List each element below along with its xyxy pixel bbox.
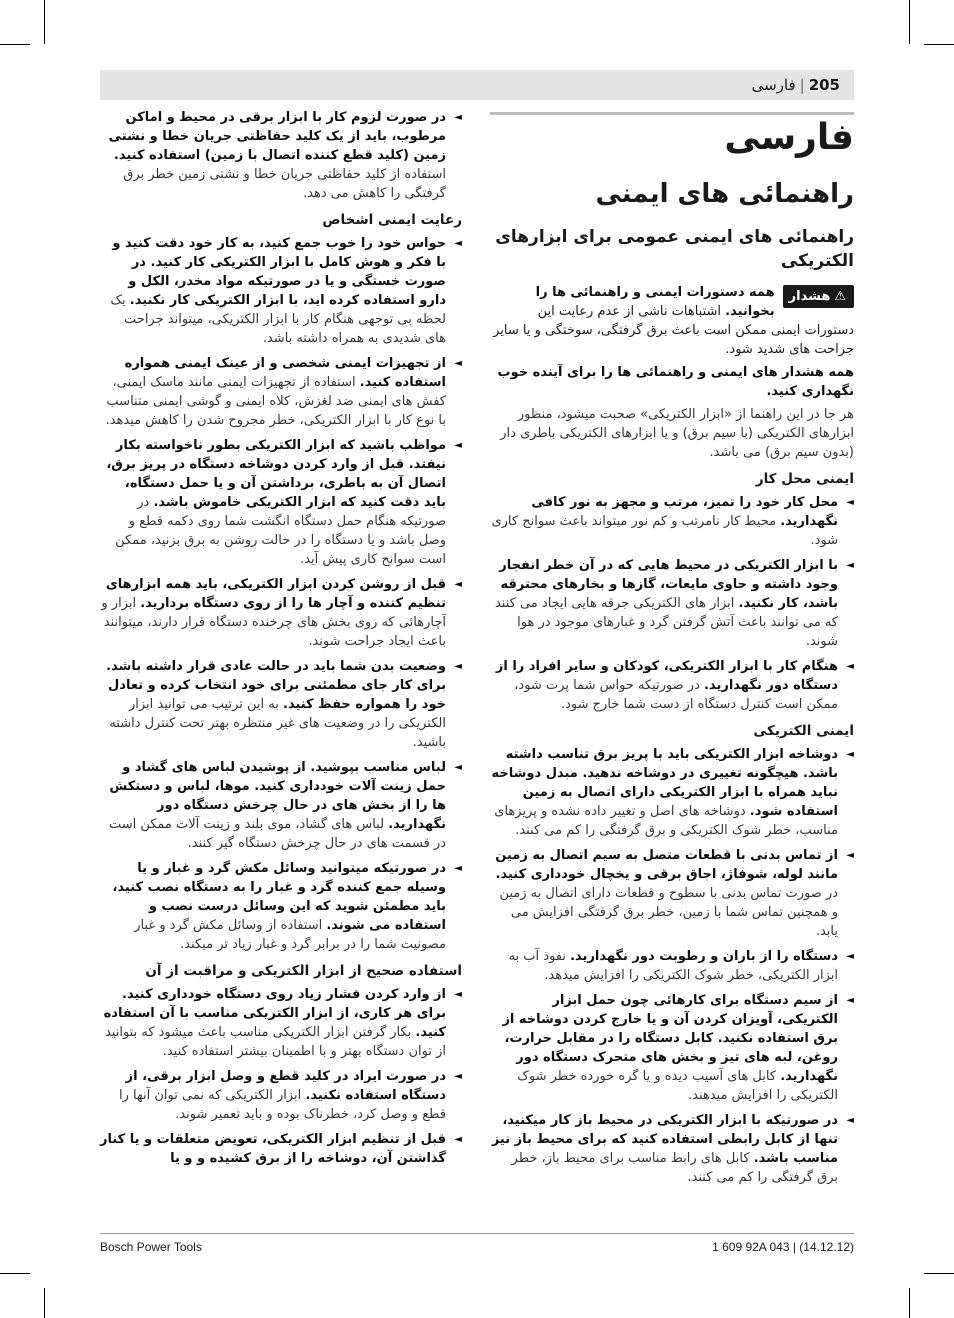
item-text: در صورت تماس بدنی با سطوح و قطعات دارای اتصال به زمین و همچنین تماس شما با زمین، خطر برق گرفتگی افزایش می یابد. bbox=[499, 886, 838, 939]
item-bold: حواس خود را خوب جمع کنید، به کار خود دقت کنید و با فکر و هوش کامل با ابزار الکتریکی کار کنید. در صورت خستگی و یا در صورتیکه مواد مخدر، الکل و دارو استفاده کرده اید، با ابزار الکتریکی کار نکنید. bbox=[112, 236, 446, 308]
item-text: کابل های آسیب دیده و یا گره خورده خطر شوک الکتریکی را افزایش میدهند. bbox=[517, 1069, 838, 1103]
list-item bbox=[490, 1111, 854, 1187]
personal-safety-heading: رعایت ایمنی اشخاص bbox=[322, 212, 462, 228]
left-column bbox=[100, 108, 462, 1174]
list-item bbox=[100, 1130, 462, 1168]
electrical-list bbox=[490, 745, 854, 1187]
crop-mark bbox=[44, 1288, 45, 1318]
item-bold: از تجهیزات ایمنی شخصی و از عینک ایمنی همواره استفاده کنید. bbox=[124, 356, 446, 390]
item-bold: وضعیت بدن شما باید در حالت عادی قرار داشته باشد. برای کار جای مطمئنی برای خود انتخاب کرده و تعادل خود را همواره حفظ کنید. bbox=[106, 659, 446, 712]
crop-mark bbox=[924, 44, 954, 45]
item-text: یک لحظه بی توجهی هنگام کار با ابزار الکتریکی، میتواند جراحت های شدیدی به همراه داشته باشد. bbox=[110, 293, 446, 346]
power-tool-definition: هر جا در این راهنما از «ابزار الکتریکی» صحبت میشود، منظور ابزارهای الکتریکی (با سیم برق) و یا ابزارهای الکتریکی باطری دار (بدون سیم برق) می باشد. bbox=[500, 407, 854, 460]
item-bold: محل کار خود را تمیز، مرتب و مجهز به نور کافی نگهدارید. bbox=[531, 495, 838, 529]
item-bold: قبل از تنظیم ابزار الکتریکی، تعویض متعلقات و یا کنار گذاشتن آن، دوشاخه را از برق کشیده و و یا bbox=[100, 1132, 446, 1166]
item-bold: قبل از روشن کردن ابزار الکتریکی، باید همه ابزارهای تنظیم کننده و آچار ها را از روی دستگاه بردارید. bbox=[105, 577, 446, 611]
item-text: استفاده از وسائل مکش گرد و غبار مصونیت شما را در برابر گرد و غبار زیاد تر میکند. bbox=[134, 918, 446, 952]
general-safety-heading: راهنمائی های ایمنی عمومی برای ابزارهای الکتریکی bbox=[495, 227, 854, 271]
language-title: فارسی bbox=[724, 117, 854, 158]
footer-doc-number: 1 609 92A 043 | (14.12.12) bbox=[712, 1240, 854, 1254]
item-text: ابزار الکتریکی که نمی توان آنها را قطع و وصل کرد، خطرناک بوده و باید تعمیر شوند. bbox=[119, 1088, 446, 1122]
item-text: لباس های گشاد، موی بلند و زینت آلات ممکن است در قسمت های در حال چرخش دستگاه گیر کنند. bbox=[108, 817, 446, 851]
warning-bold: همه دستورات ایمنی و راهنمائی ها را بخوانید. bbox=[535, 285, 775, 319]
item-bold: دستگاه را از باران و رطوبت دور نگهدارید. bbox=[570, 949, 838, 964]
item-bold: در صورت ایراد در کلید قطع و وصل ابزار برقی، از دستگاه استفاده نکنید. bbox=[125, 1069, 446, 1103]
crop-mark bbox=[909, 0, 910, 44]
item-text: استفاده از کلید حفاظتی جریان خطا و نشتی زمین خطر برق گرفتگی را کاهش می دهد. bbox=[123, 167, 446, 201]
item-text: بکار گرفتن ابزار الکتریکی مناسب باعث میشود که بتوانید از توان دستگاه بهتر و با اطمینان بیشتر استفاده کنید. bbox=[104, 1025, 446, 1059]
list-item bbox=[490, 846, 854, 941]
page-number: 205 bbox=[808, 76, 840, 94]
crop-mark bbox=[0, 1273, 30, 1274]
crop-mark bbox=[0, 44, 30, 45]
list-item bbox=[490, 657, 854, 714]
item-text: استفاده از تجهیزات ایمنی مانند ماسک ایمنی، کفش های ایمنی ضد لغزش، کلاه ایمنی و گوشی ایمنی متناسب با نوع کار با ابزار الکتریکی، خطر مجروح شدن را کاهش میدهد. bbox=[105, 375, 446, 428]
warning-block bbox=[490, 283, 854, 359]
header-language: فارسی bbox=[751, 76, 796, 94]
item-text: ابزار و آچارهائی که روی بخش های چرخنده دستگاه قرار دارند، میتوانند باعث ایجاد جراحت شوند. bbox=[101, 596, 446, 649]
item-text: به این ترتیب می توانید ابزار الکتریکی را در وضعیت های غیر منتظره بهتر تحت کنترل داشته باشید. bbox=[109, 697, 446, 750]
right-column bbox=[490, 112, 854, 1193]
list-item bbox=[490, 991, 854, 1105]
footer-rule bbox=[100, 1233, 854, 1234]
list-item bbox=[490, 493, 854, 550]
item-bold: از وارد کردن فشار زیاد روی دستگاه خودداری کنید. برای هر کاری، از ابزار الکتریکی مناسب با آن استفاده کنید. bbox=[103, 987, 446, 1040]
item-text: دوشاخه های اصل و تغییر داده نشده و پریزهای مناسب، خطر شوک الکتریکی و برق گرفتگی را کم می کنند. bbox=[494, 804, 838, 838]
warning-triangle-icon: ⚠ bbox=[834, 289, 846, 304]
item-bold: در صورتیکه با ابزار الکتریکی در محیط باز کار میکنید، تنها از کابل رابطی استفاده کنید که برای محیط باز نیز مناسب باشد. bbox=[491, 1113, 838, 1166]
item-bold: هنگام کار با ابزار الکتریکی، کودکان و سایر افراد را از دستگاه دور نگهدارید. bbox=[495, 659, 838, 693]
header-separator: | bbox=[799, 76, 805, 94]
keep-bold: همه هشدار های ایمنی و راهنمائی ها را برای آینده خوب نگهداری کنید. bbox=[497, 365, 854, 399]
item-bold: مواظب باشید که ابزار الکتریکی بطور ناخواسته بکار نیفتد. قبل از وارد کردن دوشاخه دستگاه در پریز برق، اتصال آن به باطری، برداشتن آن و یا حمل دستگاه، باید دقت کنید که ابزار الکتریکی خاموش باشد. bbox=[106, 438, 446, 510]
header-text bbox=[752, 70, 840, 100]
crop-mark bbox=[909, 1288, 910, 1318]
warning-text: اشتباهات ناشی از عدم رعایت این دستورات ایمنی ممکن است باعث برق گرفتگی، سوختگی و یا سایر جراحت های شدید شود. bbox=[493, 304, 854, 357]
page-header bbox=[100, 70, 854, 100]
item-text: ابزار های الکتریکی جرقه هایی ایجاد می کنند که می توانند باعث آتش گرفتن گرد و غبارهای موجود در هوا شوند. bbox=[494, 596, 838, 649]
tool-use-heading: استفاده صحیح از ابزار الکتریکی و مراقبت از آن bbox=[145, 963, 462, 979]
keep-instructions bbox=[490, 363, 854, 401]
list-item bbox=[100, 354, 462, 430]
work-area-list bbox=[490, 493, 854, 714]
list-item bbox=[100, 108, 462, 203]
list-item bbox=[100, 436, 462, 569]
list-item bbox=[100, 657, 462, 752]
item-text: در صورتیکه حواس شما پرت شود، ممکن است کنترل دستگاه از دست شما خارج شود. bbox=[514, 678, 838, 712]
item-bold: لباس مناسب بپوشید. از پوشیدن لباس های گشاد و حمل زینت آلات خودداری کنید. موها، لباس و دستکش ها را از بخش های در حال چرخش دستگاه دور نگهدارید. bbox=[109, 760, 446, 832]
crop-mark bbox=[44, 0, 45, 44]
safety-heading: راهنمائی های ایمنی bbox=[595, 179, 854, 209]
item-text: کابل های رابط مناسب برای محیط باز، خطر برق گرفتگی را کم می کنند. bbox=[511, 1151, 838, 1185]
item-text: نفوذ آب به ابزار الکتریکی، خطر شوک الکتریکی را افزایش میدهد. bbox=[508, 949, 838, 983]
ground-fault-list bbox=[100, 108, 462, 203]
item-bold: با ابزار الکتریکی در محیط هایی که در آن خطر انفجار وجود داشته و حاوی مایعات، گازها و بخارهای محترقه باشد، کار نکنید. bbox=[499, 558, 838, 611]
list-item bbox=[490, 556, 854, 651]
list-item bbox=[100, 859, 462, 954]
tool-use-list bbox=[100, 985, 462, 1168]
item-bold: دوشاخه ابزار الکتریکی باید با پریز برق تناسب داشته باشد. هیچگونه تغییری در دوشاخه ندهید. مبدل دوشاخه نباید همراه با ابزار الکتریکی دارای اتصال به زمین استفاده شود. bbox=[491, 747, 838, 819]
item-bold: از تماس بدنی با قطعات متصل به سیم اتصال به زمین مانند لوله، شوفاژ، اجاق برقی و یخچال خودداری کنید. bbox=[495, 848, 838, 882]
item-bold: در صورت لزوم کار با ابزار برقی در محیط و اماکن مرطوب، باید از یک کلید حفاظتی جریان خطا و نشتی زمین (کلید قطع کننده اتصال با زمین) استفاده کنید. bbox=[108, 110, 446, 163]
title-rule bbox=[490, 112, 854, 115]
list-item bbox=[100, 1067, 462, 1124]
list-item bbox=[100, 758, 462, 853]
item-bold: در صورتیکه میتوانید وسائل مکش گرد و غبار و یا وسیله جمع کننده گرد و غبار را به دستگاه نصب کنید، باید مطمئن شوید که این وسائل درست نصب و استفاده می شوند. bbox=[112, 861, 446, 933]
list-item bbox=[100, 234, 462, 348]
item-text: محیط کار نامرتب و کم نور میتواند باعث سوانح کاری شود. bbox=[491, 514, 838, 548]
personal-safety-list bbox=[100, 234, 462, 954]
warning-badge bbox=[783, 285, 854, 308]
list-item bbox=[100, 575, 462, 651]
list-item bbox=[490, 947, 854, 985]
list-item bbox=[490, 745, 854, 840]
warning-label: هشدار bbox=[788, 289, 831, 304]
electrical-safety-heading: ایمنی الکتریکی bbox=[753, 723, 854, 739]
work-area-heading: ایمنی محل کار bbox=[755, 471, 854, 487]
item-text: در صورتیکه هنگام حمل دستگاه انگشت شما روی دکمه قطع و وصل باشد و یا دستگاه را در حالت روشن به برق بزنید، ممکن است سوانح کاری پیش آید. bbox=[115, 495, 446, 567]
item-bold: از سیم دستگاه برای کارهائی چون حمل ابزار الکتریکی، آویزان کردن آن و یا خارج کردن دوشاخه از برق استفاده نکنید. کابل دستگاه را در مقابل حرارت، روغن، لبه های تیز و بخش های متحرک دستگاه دور نگهدارید. bbox=[502, 993, 838, 1084]
list-item bbox=[100, 985, 462, 1061]
footer-brand: Bosch Power Tools bbox=[100, 1240, 202, 1254]
crop-mark bbox=[924, 1273, 954, 1274]
